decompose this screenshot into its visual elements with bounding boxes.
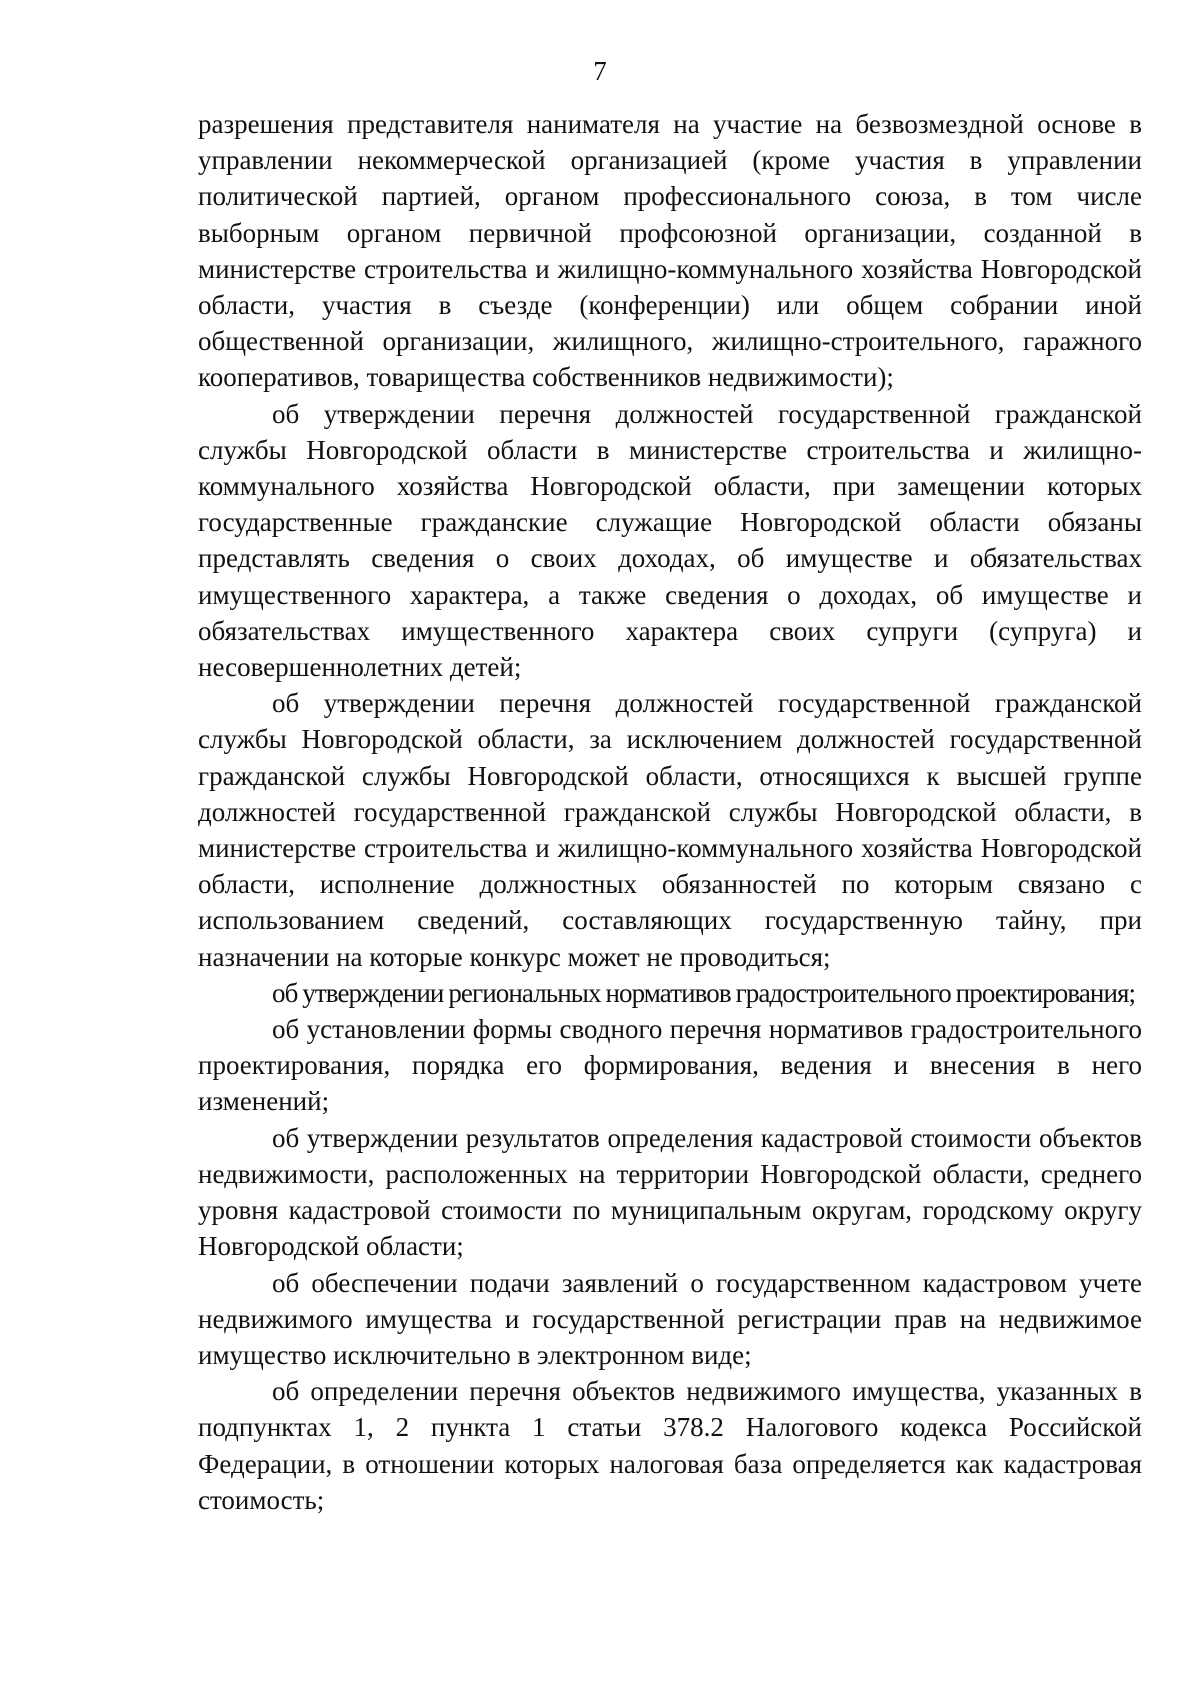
paragraph-state-secret-positions: об утверждении перечня должностей государственной гражданской службы Новгородской области, за исключением должностей государственной гражданской службы Новгородской области, относящихся к высшей группе должностей государственной гражданской службы Новгородской области, в министерстве строительства и жилищно-коммунального хозяйства Новгородской области, исполнение должностных обязанностей по которым связано с использованием сведений, составляющих государственную тайну, при назначении на которые конкурс может не проводиться; — [198, 688, 1142, 972]
paragraph-permission-noncommercial-org: разрешения представителя нанимателя на участие на безвозмездной основе в управлении некоммерческой организацией (кроме участия в управлении политической партией, органом профессионального союза, в том числе выборным органом первичной профсоюзной организации, созданной в министерстве строительства и жилищно-коммунального хозяйства Новгородской области, участия в съезде (конференции) или общем собрании иной общественной организации, жилищного, жилищно-строительного, гаражного кооперативов, товарищества собственников недвижимости); — [198, 109, 1142, 393]
paragraph-regional-urban-planning-norms: об утверждении региональных нормативов градостроительного проектирования; — [272, 977, 1136, 1008]
paragraph-cadastral-value-results: об утверждении результатов определения кадастровой стоимости объектов недвижимости, расположенных на территории Новгородской области, среднего уровня кадастровой стоимости по муниципальным округам, городскому округу Новгородской области; — [198, 1122, 1142, 1262]
page-number: 7 — [593, 56, 607, 86]
paragraph-income-disclosure-positions: об утверждении перечня должностей государственной гражданской службы Новгородской области в министерстве строительства и жилищно-коммунального хозяйства Новгородской области, при замещении которых государственные гражданские служащие Новгородской области обязаны представлять сведения о своих доходах, об имуществе и обязательствах имущественного характера, а также сведения о доходах, об имуществе и обязательствах имущественного характера своих супруги (супруга) и несовершеннолетних детей; — [198, 398, 1142, 683]
paragraph-norms-list-form: об установлении формы сводного перечня нормативов градостроительного проектирования, порядка его формирования, ведения и внесения в него изменений; — [198, 1014, 1142, 1117]
paragraph-electronic-applications: об обеспечении подачи заявлений о государственном кадастровом учете недвижимого имущества и государственной регистрации прав на недвижимое имущество исключительно в электронном виде; — [198, 1267, 1142, 1370]
paragraph-real-estate-objects-list: об определении перечня объектов недвижимого имущества, указанных в подпунктах 1, 2 пункта 1 статьи 378.2 Налогового кодекса Российской Федерации, в отношении которых налоговая база определяется как кадастровая стоимость; — [198, 1376, 1142, 1515]
document-body — [198, 106, 1142, 1518]
